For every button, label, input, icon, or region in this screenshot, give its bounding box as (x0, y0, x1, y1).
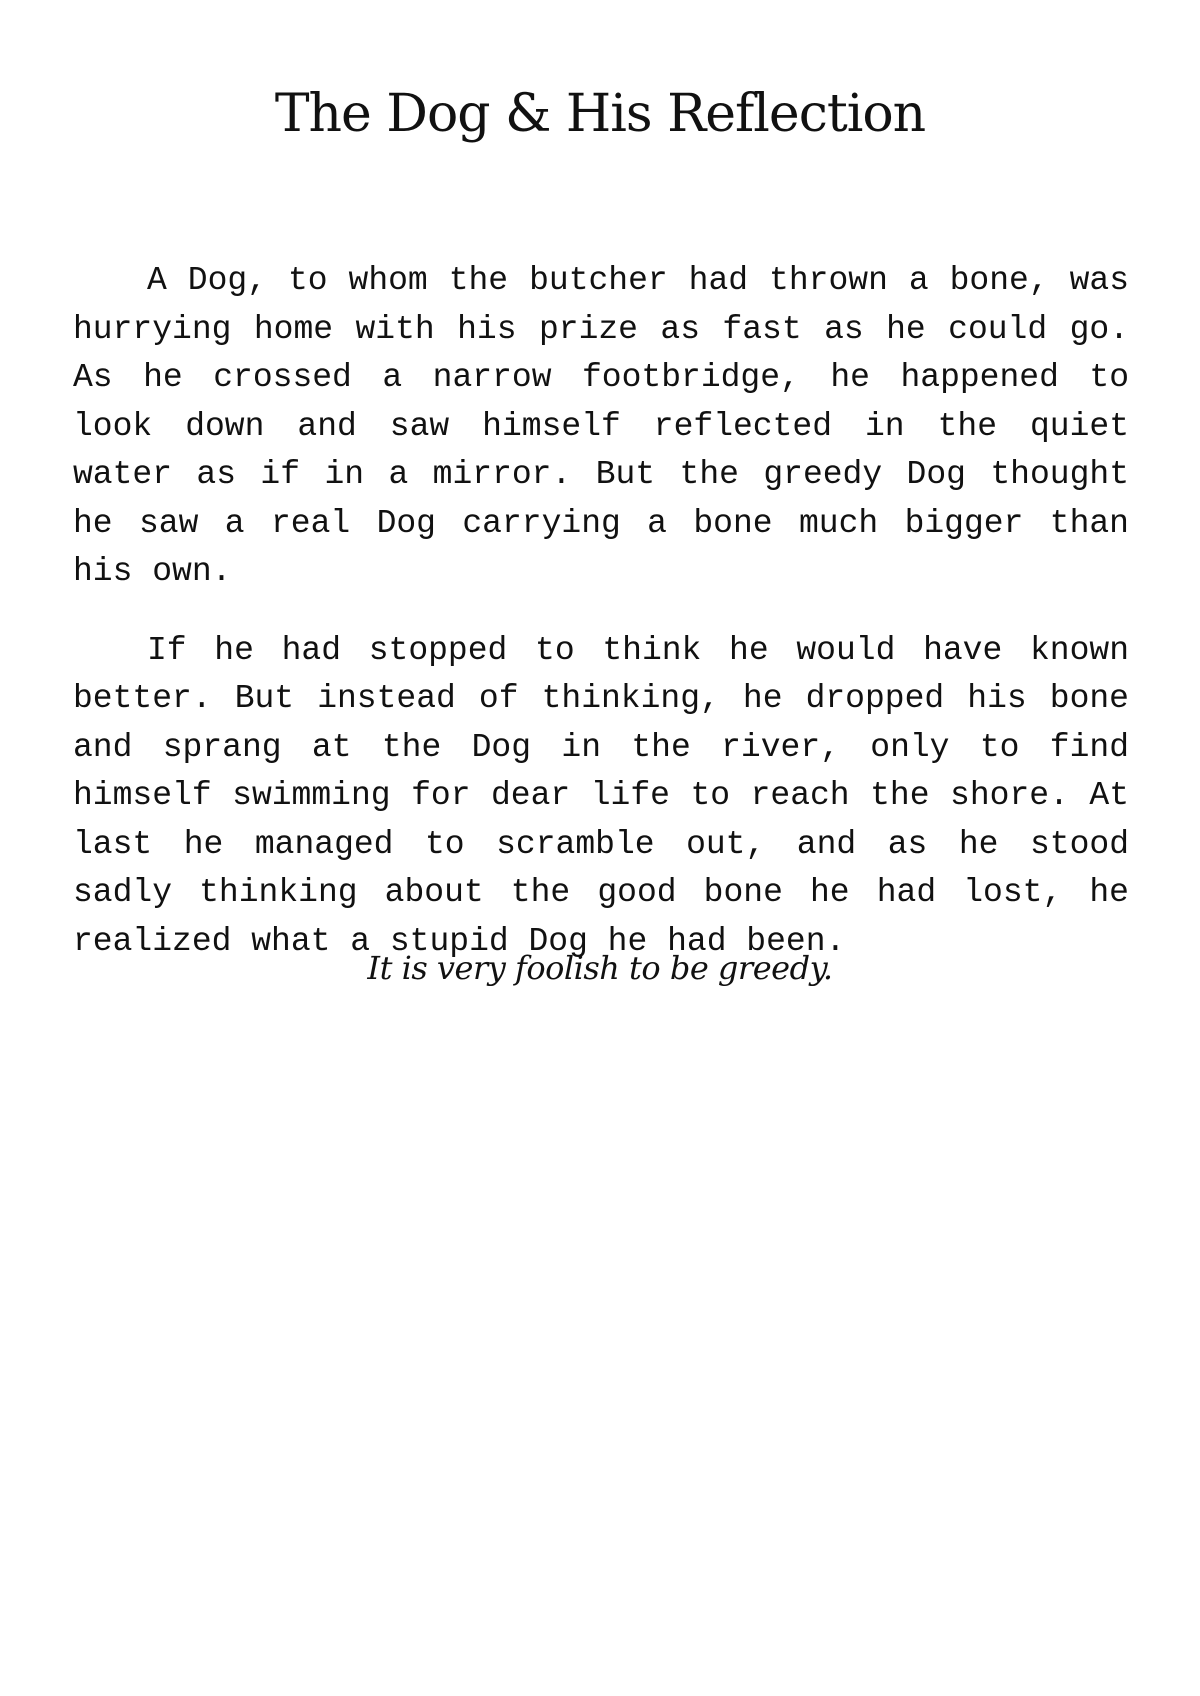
paragraph-2: If he had stopped to think he would have known better. But instead of thinking, he dropped his bone and sprang at the Dog in the river, only to find himself swimming for dear life to reach the shore. At last he managed to scramble out, and as he stood sadly thinking about the good bone he had lost, he realized what a stupid Dog he had been. (73, 631, 1129, 960)
moral-text: It is very foolish to be greedy. (367, 949, 833, 987)
paragraph-1: A Dog, to whom the butcher had thrown a bone, was hurrying home with his prize as fast as he could go. As he crossed a narrow footbridge, he happened to look down and saw himself reflected in the quiet water as if in a mirror. But the greedy Dog thought he saw a real Dog carrying a bone much bigger than his own. (73, 262, 1129, 590)
page-title: The Dog & His Reflection (274, 84, 926, 144)
story-body (73, 257, 1129, 996)
